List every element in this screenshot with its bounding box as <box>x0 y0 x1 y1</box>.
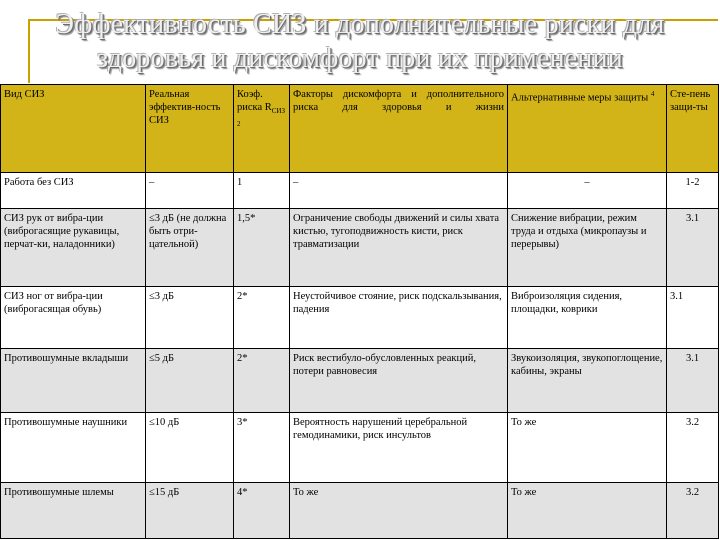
cell-koef: 2* <box>234 287 290 349</box>
header-step: Сте-пень защи-ты <box>667 85 719 173</box>
cell-vid: СИЗ рук от вибра-ции (виброгасящие рукавицы, перчат-ки, наладонники) <box>1 209 146 287</box>
header-koef-sub: СИЗ <box>271 107 285 116</box>
cell-koef: 1,5* <box>234 209 290 287</box>
cell-factors: То же <box>290 483 508 539</box>
cell-factors: Вероятность нарушений церебральной гемодинамики, риск инсультов <box>290 413 508 483</box>
cell-koef: 1 <box>234 173 290 209</box>
cell-step: 3.1 <box>667 349 719 413</box>
header-koef-main: Коэф. риска R <box>237 89 272 113</box>
cell-factors: Неустойчивое стояние, риск подскальзывания, падения <box>290 287 508 349</box>
cell-step: 3.1 <box>667 287 719 349</box>
cell-real: – <box>146 173 234 209</box>
table-row <box>1 173 719 209</box>
cell-step: 3.2 <box>667 483 719 539</box>
cell-real: ≤15 дБ <box>146 483 234 539</box>
cell-real: ≤3 дБ <box>146 287 234 349</box>
header-koef <box>234 85 290 173</box>
title-line-1: Эффективность СИЗ и дополнительные риски для <box>55 9 665 40</box>
cell-alt: То же <box>508 483 667 539</box>
header-alt <box>508 85 667 173</box>
cell-koef: 2* <box>234 349 290 413</box>
cell-vid: Противошумные вкладыши <box>1 349 146 413</box>
cell-factors: Ограничение свободы движений и силы хвата кистью, тугоподвижность кисти, риск травматизации <box>290 209 508 287</box>
cell-factors: – <box>290 173 508 209</box>
cell-alt: То же <box>508 413 667 483</box>
cell-step: 1-2 <box>667 173 719 209</box>
header-real: Реальная эффектив-ность СИЗ <box>146 85 234 173</box>
cell-koef: 3* <box>234 413 290 483</box>
cell-real: ≤10 дБ <box>146 413 234 483</box>
table-row <box>1 413 719 483</box>
cell-vid: Работа без СИЗ <box>1 173 146 209</box>
table-row <box>1 287 719 349</box>
slide-title <box>0 0 720 84</box>
header-factors: Факторы дискомфорта и дополнительного риска для здоровья и жизни <box>290 85 508 173</box>
cell-alt: – <box>508 173 667 209</box>
table-row <box>1 483 719 539</box>
siz-table <box>0 84 719 539</box>
cell-factors: Риск вестибуло-обусловленных реакций, потери равновесия <box>290 349 508 413</box>
cell-step: 3.2 <box>667 413 719 483</box>
header-row <box>1 85 719 173</box>
cell-vid: СИЗ ног от вибра-ции (виброгасящая обувь) <box>1 287 146 349</box>
cell-koef: 4* <box>234 483 290 539</box>
cell-vid: Противошумные наушники <box>1 413 146 483</box>
table-row <box>1 349 719 413</box>
header-alt-main: Альтернативные меры защиты <box>511 92 649 104</box>
cell-alt: Снижение вибрации, режим труда и отдыха (микропаузы и перерывы) <box>508 209 667 287</box>
header-koef-sup: 2 <box>237 120 241 129</box>
cell-step: 3.1 <box>667 209 719 287</box>
header-vid: Вид СИЗ <box>1 85 146 173</box>
table-row <box>1 209 719 287</box>
cell-real: ≤3 дБ (не должна быть отри-цательной) <box>146 209 234 287</box>
cell-real: ≤5 дБ <box>146 349 234 413</box>
cell-vid: Противошумные шлемы <box>1 483 146 539</box>
cell-alt: Виброизоляция сидения, площадки, коврики <box>508 287 667 349</box>
cell-alt: Звукоизоляция, звукопоглощение, кабины, экраны <box>508 349 667 413</box>
header-alt-sup: 4 <box>650 90 655 98</box>
title-line-2: здоровья и дискомфорт при их применении <box>97 43 623 74</box>
